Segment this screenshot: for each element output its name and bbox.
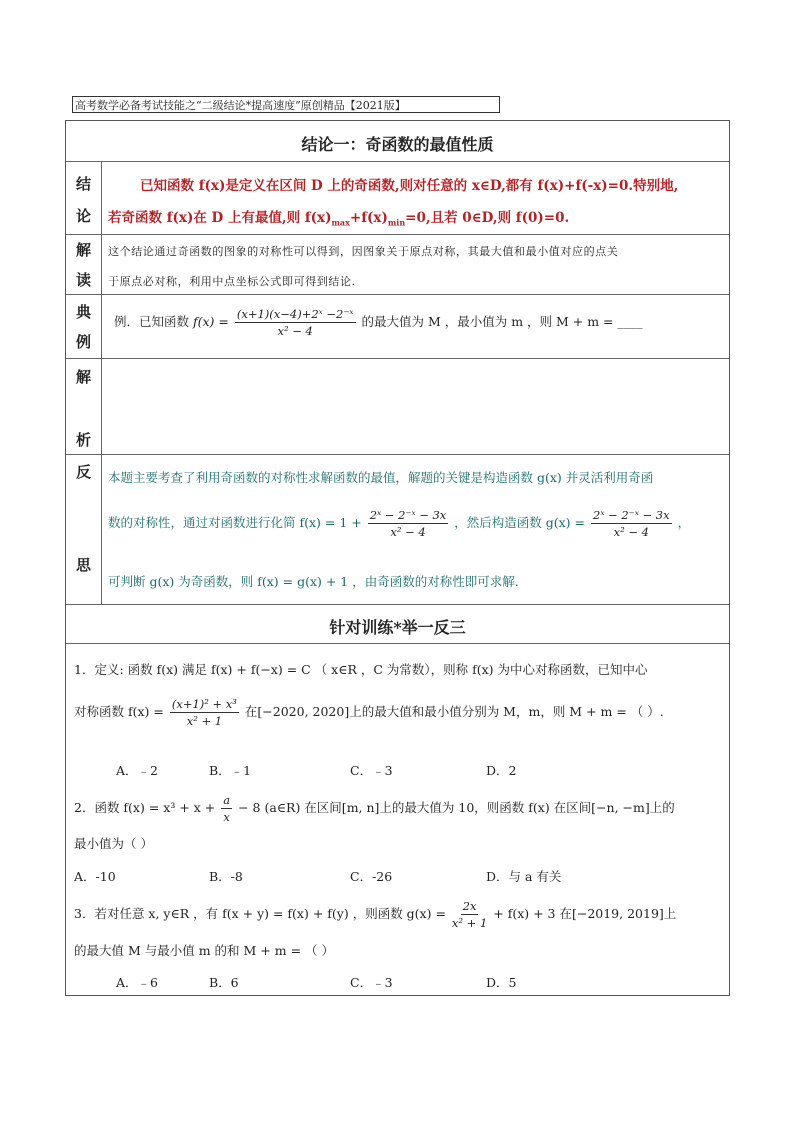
divider	[66, 161, 729, 162]
section-title-2: 针对训练*举一反三	[329, 618, 466, 637]
example-label-2: 例	[75, 333, 91, 351]
q2-option-c: C．-26	[350, 869, 393, 884]
question-3-line-1: 3．若对任意 x, y∈R ，有 f(x + y) = f(x) + f(y) ，则函数 g(x) = $\frac{2x}{\text{x² + 1}}$ + f(x) + 3 在[−2019, 2019]上	[74, 899, 677, 930]
document-header: 高考数学必备考试技能之“二级结论*提高速度”原创精品【2021版】	[72, 96, 500, 113]
q2-fraction: $\frac{a}{x}$	[223, 793, 231, 824]
label-column-divider	[101, 161, 102, 604]
conclusion-label-1: 结	[75, 175, 91, 193]
q2-option-b: B．-8	[209, 869, 243, 884]
q2-option-d: D．与 a 有关	[486, 869, 562, 884]
q3-option-b: B．6	[209, 975, 239, 990]
divider	[66, 604, 729, 605]
question-2-line-2: 最小值为（ ）	[74, 836, 153, 851]
example-label-1: 典	[75, 303, 91, 321]
q1-option-b: B．﹣1	[209, 763, 252, 778]
reflect-line-3: 可判断 g(x) 为奇函数，则 f(x) = g(x) + 1 ，由奇函数的对称性即可求解.	[108, 574, 519, 589]
q3-fraction: $\frac{2x}{\text{x² + 1}}$	[451, 899, 488, 930]
question-3-line-2: 的最大值 M 与最小值 m 的和 M + m = （ ）	[74, 943, 334, 958]
question-2-line-1: 2．函数 f(x) = x³ + x + $\frac{a}{x}$ − 8 (a∈R) 在区间[m, n]上的最大值为 10，则函数 f(x) 在区间[−n, −m]上的	[74, 793, 675, 824]
content-table	[65, 120, 730, 996]
q3-option-d: D．5	[486, 975, 517, 990]
divider	[66, 358, 729, 359]
conclusion-line-1: 已知函数 f(x)是定义在区间 D 上的奇函数,则对任意的 x∈D,都有 f(x)+f(-x)=0.特别地,	[140, 178, 679, 194]
section-title-1: 结论一：奇函数的最值性质	[301, 135, 494, 154]
example-fraction: $\frac{\text{(x+1)(x−4)+2ˣ −2⁻ˣ}}{\text{x² − 4}}$	[236, 307, 354, 338]
divider	[66, 643, 729, 644]
question-1-line-2: 对称函数 f(x) = $\frac{\text{(x+1)² + x³}}{\text{x² + 1}}$ 在[−2020, 2020]上的最大值和最小值分别为 M，m，则 M + m = （ ）.	[74, 697, 664, 728]
q1-option-c: C．﹣3	[350, 763, 393, 778]
q3-option-a: A．﹣6	[116, 975, 158, 990]
reflect-line-2: 数的对称性，通过对函数进行化简 f(x) = 1 + $\frac{\text{2ˣ − 2⁻ˣ − 3x}}{\text{x² − 4}}$ ，然后构造函数 g(x) = $\frac{\text{2ˣ − 2⁻ˣ − 3x}}{\text{x² − 4}}$ ，	[108, 508, 691, 539]
divider	[66, 234, 729, 235]
conclusion-label-2: 论	[75, 207, 91, 225]
solution-label-1: 解	[75, 368, 91, 386]
interpret-label-1: 解	[75, 241, 91, 259]
interpret-line-1: 这个结论通过奇函数的图象的对称性可以得到，因图象关于原点对称，其最大值和最小值对应的点关	[108, 245, 619, 258]
reflect-label-2: 思	[75, 556, 91, 574]
example-text: 例．已知函数 f(x) = $\frac{\text{(x+1)(x−4)+2ˣ −2⁻ˣ}}{\text{x² − 4}}$ 的最大值为 M ，最小值为 m ，则 M + m = ____	[114, 307, 643, 338]
divider	[66, 454, 729, 455]
q1-option-a: A．﹣2	[116, 763, 158, 778]
q2-option-a: A．-10	[74, 869, 116, 884]
divider	[66, 294, 729, 295]
reflect-line-1: 本题主要考查了利用奇函数的对称性求解函数的最值，解题的关键是构造函数 g(x) 并灵活利用奇函	[108, 470, 654, 485]
interpret-line-2: 于原点必对称，利用中点坐标公式即可得到结论.	[108, 275, 356, 288]
question-1-line-1: 1．定义: 函数 f(x) 满足 f(x) + f(−x) = C （ x∈R ，C 为常数），则称 f(x) 为中心对称函数，已知中心	[74, 662, 648, 677]
conclusion-line-2: 若奇函数 f(x)在 D 上有最值,则 $f(x)_{max}+f(x)_{min}=0$,且若 0∈D,则 f(0)=0.	[108, 210, 570, 228]
q1-fraction: $\frac{\text{(x+1)² + x³}}{\text{x² + 1}}$	[171, 697, 237, 728]
q1-option-d: D．2	[486, 763, 517, 778]
solution-label-2: 析	[75, 431, 91, 449]
reflect-fraction-1: $\frac{\text{2ˣ − 2⁻ˣ − 3x}}{\text{x² − 4}}$	[369, 508, 447, 539]
q3-option-c: C．﹣3	[350, 975, 393, 990]
reflect-fraction-2: $\frac{\text{2ˣ − 2⁻ˣ − 3x}}{\text{x² − 4}}$	[593, 508, 670, 539]
reflect-label-1: 反	[75, 463, 91, 481]
interpret-label-2: 读	[75, 271, 91, 289]
